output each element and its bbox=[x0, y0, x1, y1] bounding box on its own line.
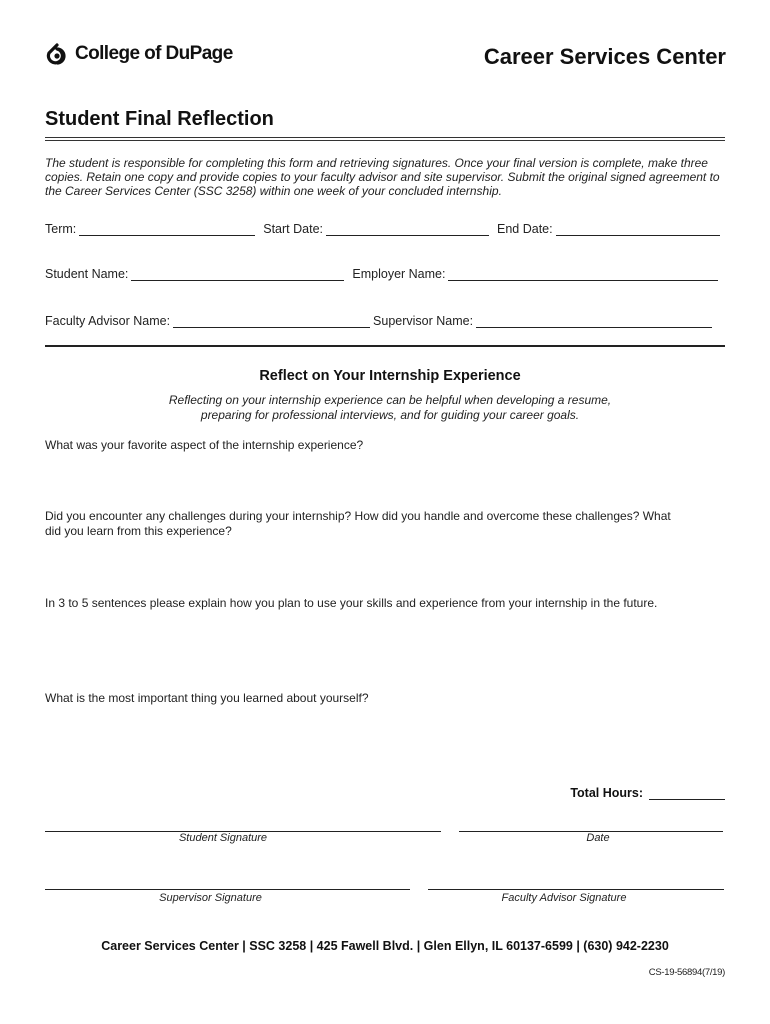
college-logo-text: College of DuPage bbox=[75, 43, 233, 64]
question-3: In 3 to 5 sentences please explain how you plan to use your skills and experience from your internship in the future. bbox=[45, 596, 658, 610]
end-date-field bbox=[497, 222, 720, 236]
faculty-advisor-signature-label: Faculty Advisor Signature bbox=[501, 892, 627, 904]
question-1: What was your favorite aspect of the internship experience? bbox=[45, 438, 364, 452]
employer-name-label: Employer Name: bbox=[352, 267, 446, 281]
section-subtitle-line-1: Reflecting on your internship experience can be helpful when developing a resume, bbox=[168, 393, 612, 407]
faculty-advisor-name-label: Faculty Advisor Name: bbox=[45, 314, 171, 328]
supervisor-name-label: Supervisor Name: bbox=[373, 314, 474, 328]
form-code: CS-19-56894(7/19) bbox=[648, 967, 725, 978]
supervisor-signature-line[interactable] bbox=[45, 889, 410, 890]
student-signature-label: Student Signature bbox=[178, 832, 268, 844]
supervisor-name-field bbox=[373, 314, 712, 328]
advisors-row bbox=[45, 314, 725, 328]
supervisor-signature-label: Supervisor Signature bbox=[159, 892, 262, 904]
section-divider bbox=[45, 345, 725, 347]
date-label: Date bbox=[586, 832, 610, 844]
end-date-input[interactable] bbox=[556, 223, 720, 236]
supervisor-name-input[interactable] bbox=[476, 315, 712, 328]
faculty-advisor-signature-line[interactable] bbox=[428, 889, 724, 890]
college-logo-icon bbox=[45, 43, 69, 65]
center-title: Career Services Center bbox=[483, 44, 726, 69]
employer-name-field bbox=[352, 267, 718, 281]
student-name-field bbox=[45, 267, 352, 281]
student-name-input[interactable] bbox=[131, 268, 344, 281]
term-input[interactable] bbox=[79, 223, 255, 236]
title-divider bbox=[45, 137, 725, 141]
total-hours-input[interactable] bbox=[649, 787, 725, 800]
start-date-field bbox=[263, 222, 497, 236]
section-title: Reflect on Your Internship Experience bbox=[259, 368, 521, 384]
question-2: Did you encounter any challenges during your internship? How did you handle and overcome these challenges? What did you learn from this experience? bbox=[45, 509, 671, 538]
term-label: Term: bbox=[45, 222, 77, 236]
total-hours-label: Total Hours: bbox=[570, 786, 643, 800]
faculty-advisor-name-input[interactable] bbox=[173, 315, 370, 328]
section-subtitle-line-2: preparing for professional interviews, and for guiding your career goals. bbox=[200, 408, 580, 422]
employer-name-input[interactable] bbox=[448, 268, 718, 281]
term-field bbox=[45, 222, 263, 236]
form-title: Student Final Reflection bbox=[45, 108, 274, 130]
total-hours-field bbox=[570, 786, 725, 800]
college-logo bbox=[45, 40, 233, 68]
student-name-label: Student Name: bbox=[45, 267, 129, 281]
dates-row bbox=[45, 222, 725, 236]
instructions: The student is responsible for completing this form and retrieving signatures. Once your final version is complete, make three copies. Retain one copy and provide copies to your faculty advisor and site supervisor. Submit the original signed agreement to the Career Services Center (SSC 3258) within one week of your concluded internship. bbox=[45, 156, 720, 198]
footer-contact: Career Services Center | SSC 3258 | 425 Fawell Blvd. | Glen Ellyn, IL 60137-6599 | (630) 942-2230 bbox=[101, 939, 669, 953]
end-date-label: End Date: bbox=[497, 222, 553, 236]
question-4: What is the most important thing you learned about yourself? bbox=[45, 691, 369, 705]
start-date-input[interactable] bbox=[326, 223, 489, 236]
names-row bbox=[45, 267, 725, 281]
start-date-label: Start Date: bbox=[263, 222, 323, 236]
faculty-advisor-name-field bbox=[45, 314, 373, 328]
section-subtitle bbox=[45, 393, 735, 423]
